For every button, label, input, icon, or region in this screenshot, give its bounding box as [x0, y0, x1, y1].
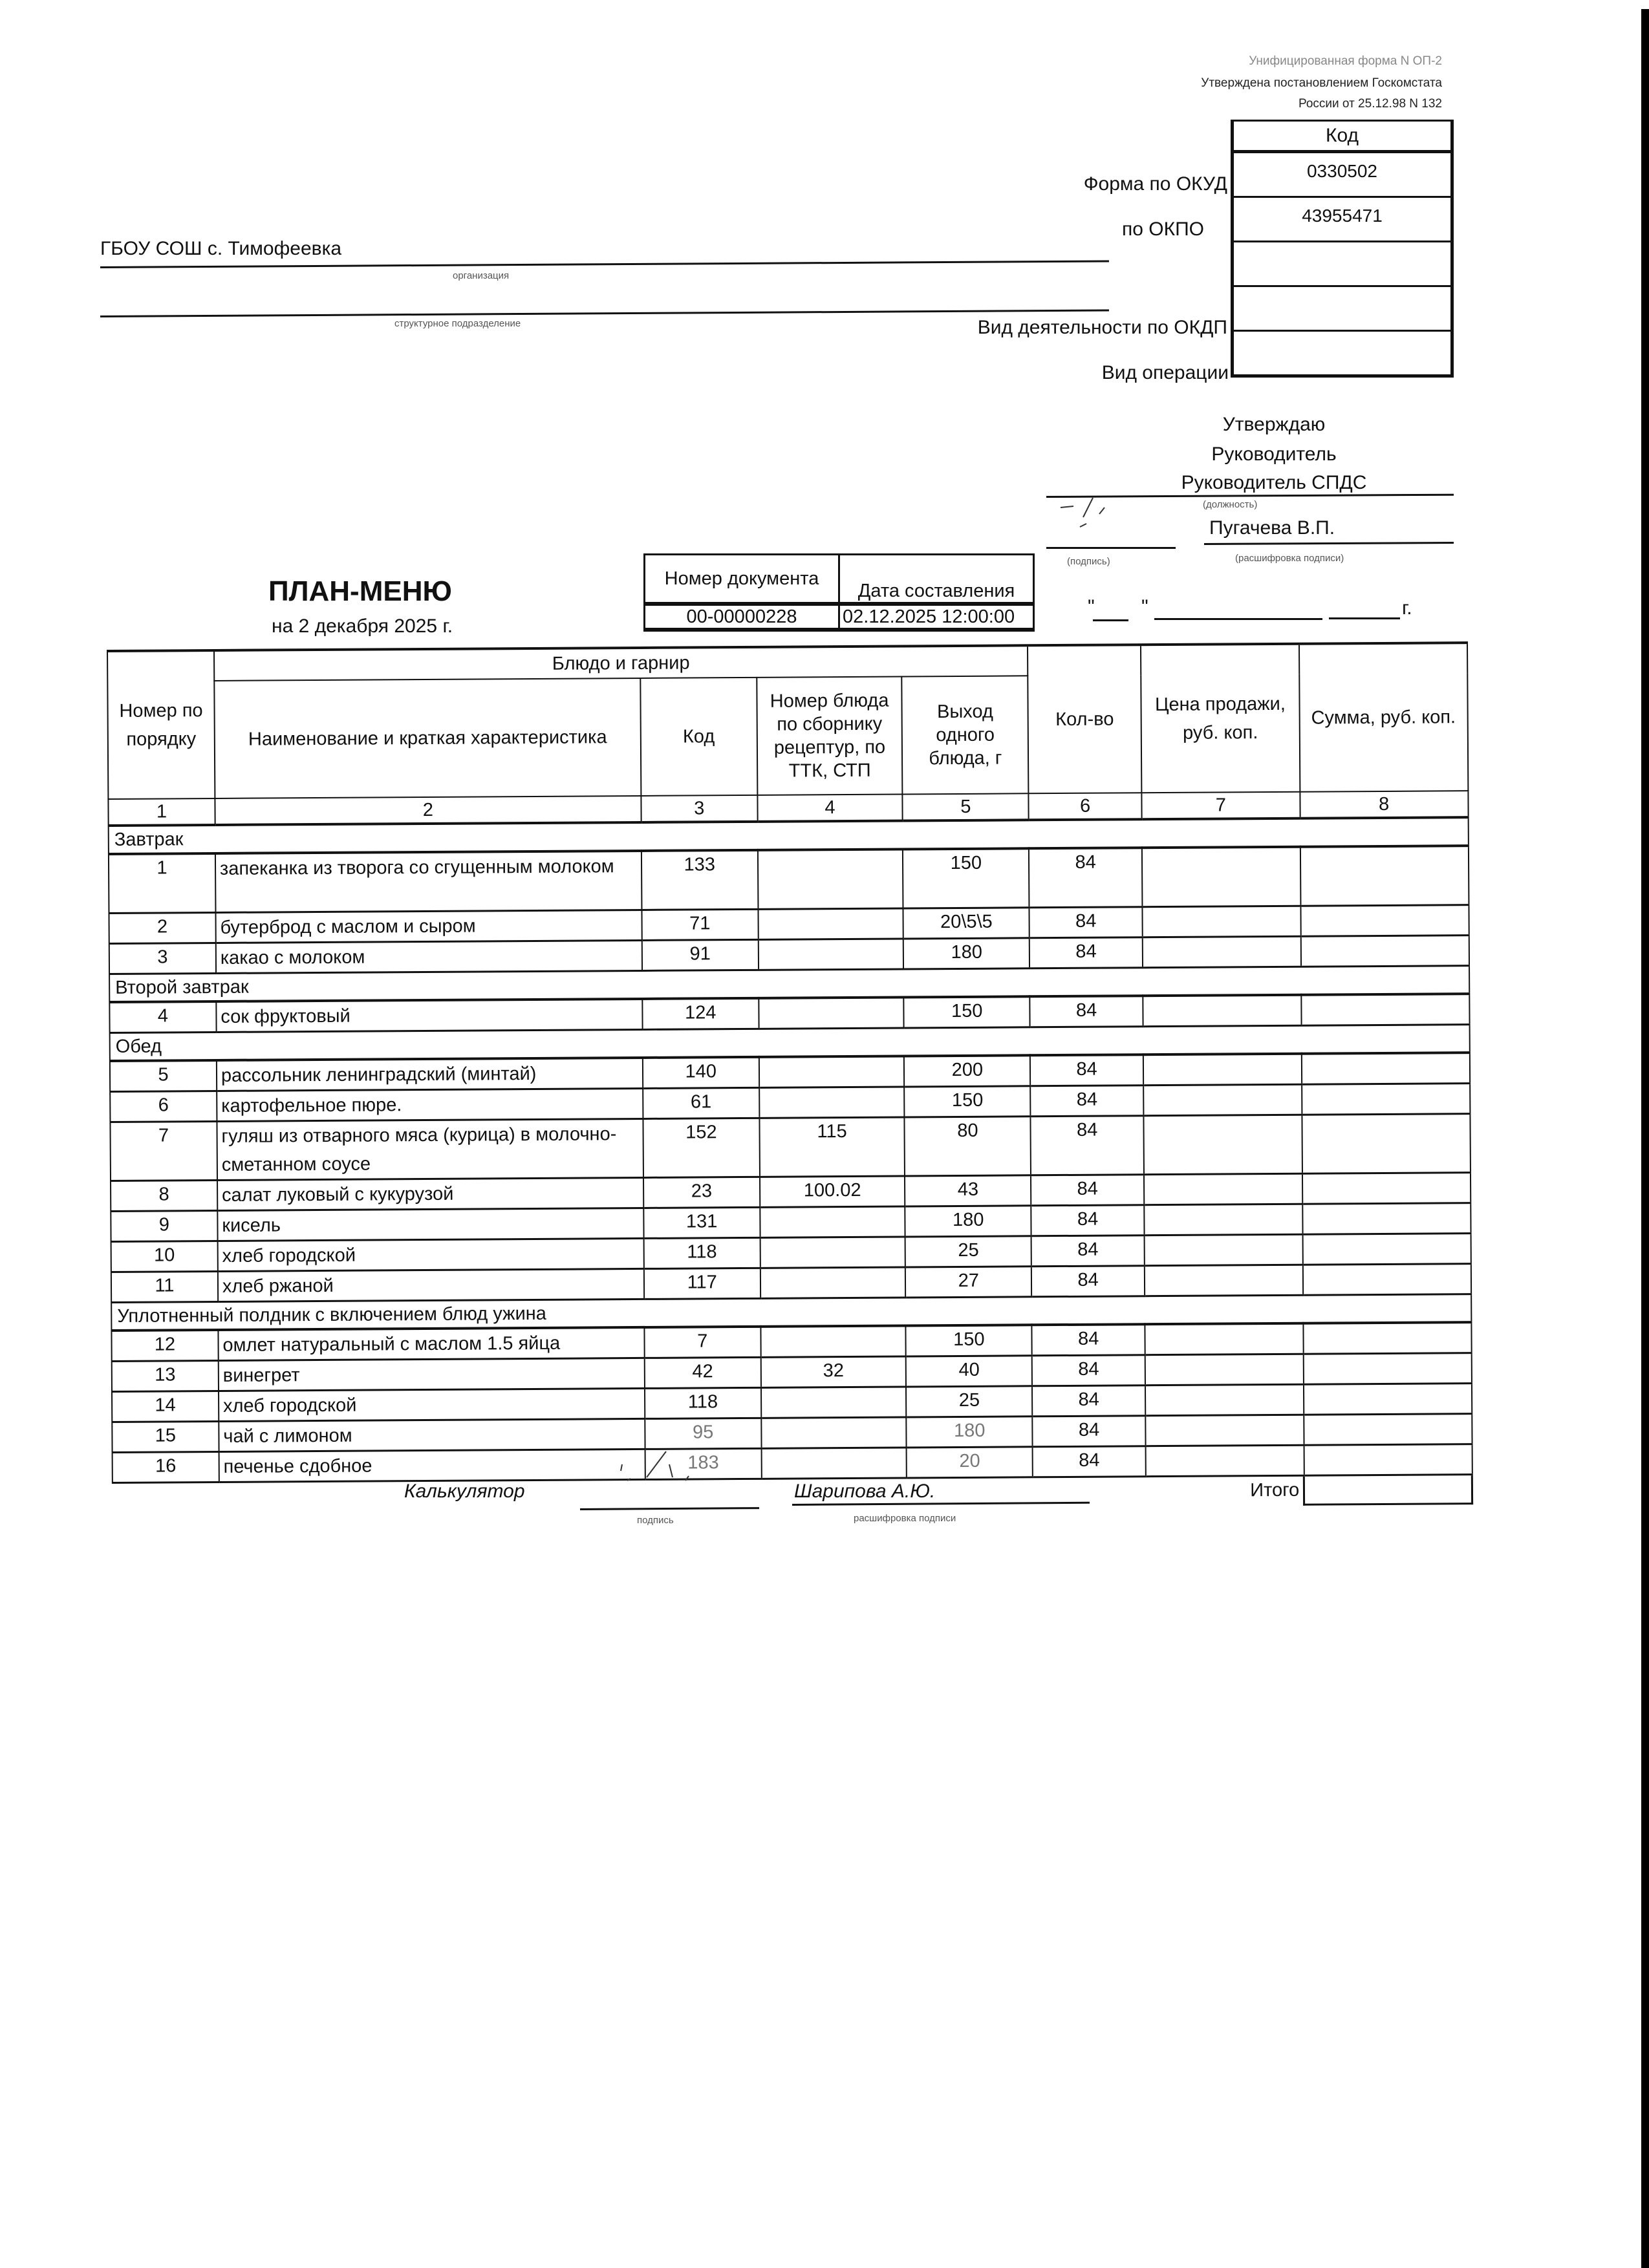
cell-name: бутерброд с маслом и сыром	[215, 910, 641, 943]
cell-yield: 180	[905, 1206, 1031, 1237]
form-decree-line: России от 25.12.98 N 132	[1299, 97, 1442, 111]
cell-yield: 25	[905, 1236, 1031, 1267]
cell-recipe	[759, 1087, 905, 1118]
header-name: Наименование и краткая характеристика	[214, 678, 641, 798]
cell-price	[1145, 1234, 1303, 1265]
cell-price	[1143, 936, 1301, 967]
header-num: Номер по порядку	[107, 650, 215, 799]
cell-name: картофельное пюре.	[217, 1088, 643, 1121]
cell-yield: 20	[907, 1447, 1033, 1478]
cell-sum	[1300, 846, 1469, 906]
cell-price	[1145, 1265, 1303, 1296]
cell-sum	[1300, 905, 1469, 937]
cell-qty: 84	[1030, 996, 1143, 1027]
menu-table-body	[109, 817, 1472, 1512]
form-type-line: Унифицированная форма N ОП-2	[1249, 54, 1442, 68]
doc-date-value: 02.12.2025 12:00:00	[839, 604, 1034, 630]
column-number: 5	[903, 793, 1029, 820]
date-close-quote: "	[1141, 596, 1148, 617]
cell-sum	[1304, 1444, 1472, 1476]
date-year-line	[1329, 617, 1400, 619]
cell-price	[1143, 1115, 1302, 1174]
cell-code: 183	[645, 1448, 761, 1479]
cell-yield: 150	[906, 1325, 1032, 1356]
cell-qty: 84	[1032, 1324, 1145, 1356]
cell-price	[1142, 847, 1300, 907]
cell-yield: 200	[904, 1055, 1030, 1087]
column-number: 2	[215, 796, 641, 825]
cell-code: 61	[643, 1087, 759, 1118]
header-qty: Кол-во	[1028, 645, 1141, 793]
cell-name: сок фруктовый	[216, 999, 642, 1032]
operation-type-value	[1234, 332, 1450, 374]
column-number: 1	[108, 798, 215, 826]
page-subtitle-date: на 2 декабря 2025 г.	[272, 615, 453, 637]
cell-code: 7	[644, 1327, 760, 1358]
cell-recipe: 100.02	[760, 1176, 905, 1207]
calculator-signature-icon	[608, 1445, 763, 1497]
cell-yield: 150	[903, 848, 1029, 908]
cell-recipe	[760, 1325, 906, 1357]
column-number: 4	[757, 794, 903, 821]
cell-recipe	[758, 849, 903, 909]
cell-num: 16	[113, 1451, 219, 1482]
cell-sum	[1302, 1053, 1470, 1084]
cell-price	[1143, 995, 1301, 1027]
cell-recipe	[758, 908, 903, 939]
cell-qty: 84	[1029, 937, 1143, 968]
codes-box	[1231, 120, 1454, 378]
cell-code: 117	[644, 1268, 760, 1299]
cell-name: хлеб городской	[219, 1388, 645, 1421]
cell-qty: 84	[1029, 848, 1142, 908]
cell-num: 7	[110, 1121, 217, 1181]
cell-yield: 80	[905, 1117, 1031, 1176]
approver-role: Руководитель	[1211, 444, 1337, 465]
cell-name: омлет натуральный с маслом 1.5 яйца	[218, 1327, 644, 1361]
header-code: Код	[640, 678, 757, 796]
cell-qty: 84	[1032, 1385, 1145, 1417]
cell-num: 1	[109, 853, 215, 914]
cell-qty: 84	[1030, 1054, 1143, 1086]
cell-sum	[1302, 1203, 1471, 1235]
cell-yield: 40	[906, 1356, 1032, 1387]
cell-name: чай с лимоном	[219, 1418, 645, 1451]
cell-yield: 43	[905, 1175, 1031, 1206]
cell-recipe	[761, 1448, 907, 1479]
cell-sum	[1302, 1234, 1471, 1265]
cell-recipe: 115	[759, 1117, 905, 1177]
cell-yield: 180	[903, 938, 1029, 969]
column-number: 3	[641, 795, 757, 822]
cell-yield: 150	[904, 996, 1030, 1028]
cell-price	[1146, 1445, 1304, 1476]
date-year-suffix: г.	[1402, 597, 1412, 619]
header-price: Цена продажи, руб. коп.	[1141, 644, 1300, 793]
cell-num: 6	[110, 1091, 217, 1122]
cell-sum	[1301, 936, 1469, 967]
cell-qty: 84	[1031, 1266, 1145, 1297]
table-row	[110, 1114, 1470, 1181]
cell-qty: 84	[1031, 1205, 1145, 1236]
cell-code: 118	[643, 1237, 760, 1268]
cell-name: какао с молоком	[216, 940, 642, 973]
cell-num: 15	[112, 1421, 219, 1452]
cell-yield: 25	[906, 1386, 1032, 1417]
calculator-signature-caption: подпись	[637, 1515, 674, 1526]
cell-qty: 84	[1030, 1086, 1143, 1117]
position-caption: (должность)	[1203, 499, 1258, 510]
cell-name: хлеб ржаной	[218, 1268, 644, 1301]
cell-price	[1143, 1084, 1302, 1115]
cell-num: 4	[109, 1001, 216, 1033]
header-sum: Сумма, руб. коп.	[1299, 643, 1468, 792]
cell-qty: 84	[1031, 1116, 1144, 1175]
okpo-value: 43955471	[1234, 198, 1450, 242]
column-number: 8	[1300, 791, 1468, 818]
section-title: Второй завтрак	[109, 966, 1469, 1002]
cell-code: 42	[645, 1357, 761, 1388]
cell-sum	[1303, 1264, 1471, 1296]
date-open-quote: "	[1088, 596, 1095, 617]
approver-name-caption: (расшифровка подписи)	[1235, 553, 1344, 564]
cell-qty: 84	[1033, 1416, 1146, 1447]
cell-price	[1144, 1173, 1302, 1204]
total-label: Итого	[1250, 1480, 1300, 1501]
cell-qty: 84	[1031, 1175, 1144, 1206]
cell-yield: 27	[905, 1267, 1031, 1298]
cell-price	[1142, 906, 1300, 937]
cell-qty: 84	[1029, 907, 1143, 938]
cell-recipe	[758, 939, 903, 970]
cell-num: 5	[110, 1060, 217, 1092]
calculator-signature-line	[580, 1507, 759, 1510]
page-title: ПЛАН-МЕНЮ	[268, 575, 452, 607]
cell-name: запеканка из творога со сгущенным молоком	[215, 851, 642, 913]
cell-recipe	[760, 1267, 906, 1298]
division-caption: структурное подразделение	[394, 318, 521, 329]
cell-num: 13	[112, 1360, 219, 1391]
approver-name-underline	[1204, 542, 1454, 545]
date-month-line	[1154, 618, 1322, 620]
cell-recipe	[759, 1056, 905, 1087]
cell-yield: 20\5\5	[903, 908, 1029, 939]
cell-num: 3	[109, 943, 216, 974]
cell-code: 91	[642, 939, 759, 970]
cell-price	[1144, 1204, 1302, 1235]
organization-underline	[100, 260, 1109, 268]
cell-recipe	[761, 1417, 907, 1448]
approver-signature-icon	[1054, 488, 1132, 533]
cell-qty: 84	[1031, 1236, 1145, 1267]
column-number: 7	[1141, 792, 1300, 819]
doc-number-header: Номер документа	[645, 555, 839, 604]
cell-code: 133	[641, 850, 758, 910]
menu-table	[107, 641, 1473, 1513]
doc-date-header: Дата составления	[839, 555, 1034, 604]
cell-sum	[1303, 1322, 1471, 1354]
cell-recipe: 32	[760, 1356, 906, 1387]
calculator-label: Калькулятор	[404, 1481, 525, 1502]
cell-price	[1145, 1415, 1304, 1446]
total-value	[1304, 1475, 1472, 1505]
cell-name: гуляш из отварного мяса (курица) в молочно-сметанном соусе	[217, 1118, 643, 1180]
cell-code: 152	[643, 1118, 759, 1177]
okdp-label: Вид деятельности по ОКДП	[977, 317, 1227, 338]
approve-label: Утверждаю	[1222, 414, 1326, 435]
codes-header: Код	[1234, 122, 1450, 153]
cell-code: 95	[645, 1418, 761, 1449]
column-number: 6	[1029, 793, 1142, 820]
table-row	[109, 846, 1469, 913]
cell-sum	[1303, 1353, 1471, 1385]
cell-code: 131	[643, 1207, 760, 1238]
cell-num: 12	[111, 1330, 218, 1362]
header-yield: Выход одного блюда, г	[902, 676, 1029, 794]
cell-name: рассольник ленинградский (минтай)	[217, 1058, 643, 1091]
cell-num: 9	[111, 1210, 217, 1241]
organization-caption: организация	[453, 270, 510, 281]
okud-value: 0330502	[1234, 153, 1450, 198]
cell-code: 140	[643, 1057, 759, 1089]
section-title: Уплотненный полдник с включением блюд ужина	[111, 1294, 1471, 1331]
cell-code: 23	[643, 1177, 760, 1208]
document-info-box	[643, 553, 1035, 632]
cell-code: 71	[641, 909, 758, 940]
cell-sum	[1301, 994, 1469, 1025]
cell-name: хлеб городской	[217, 1238, 643, 1271]
header-recipe: Номер блюда по сборнику рецептур, по ТТК, СТП	[757, 676, 903, 795]
cell-name: печенье сдобное	[219, 1449, 645, 1482]
cell-yield: 180	[907, 1417, 1033, 1448]
doc-number-value: 00-00000228	[645, 604, 839, 630]
cell-sum	[1304, 1414, 1472, 1446]
header-group-dish: Блюдо и гарнир	[214, 645, 1028, 681]
cell-recipe	[761, 1387, 907, 1418]
cell-qty: 84	[1033, 1446, 1146, 1477]
calculator-name-caption: расшифровка подписи	[854, 1513, 956, 1524]
cell-price	[1145, 1323, 1303, 1355]
form-approval-line: Утверждена постановлением Госкомстата	[1201, 76, 1442, 90]
cell-num: 2	[109, 912, 215, 943]
cell-qty: 84	[1032, 1355, 1145, 1386]
okpo-label: по ОКПО	[1122, 219, 1204, 240]
cell-num: 14	[112, 1391, 219, 1422]
cell-price	[1145, 1384, 1304, 1415]
cell-num: 8	[111, 1180, 217, 1211]
section-title: Обед	[110, 1025, 1470, 1061]
cell-name: винегрет	[219, 1358, 645, 1391]
cell-price	[1143, 1054, 1302, 1086]
cell-yield: 150	[905, 1086, 1031, 1117]
organization-name: ГБОУ СОШ с. Тимофеевка	[100, 238, 342, 259]
approver-signature-line	[1046, 547, 1176, 549]
approver-name: Пугачева В.П.	[1209, 517, 1335, 539]
cell-sum	[1304, 1384, 1472, 1415]
approver-position: Руководитель СПДС	[1181, 472, 1367, 493]
cell-sum	[1302, 1173, 1471, 1204]
cell-recipe	[760, 1237, 905, 1268]
cell-price	[1145, 1354, 1304, 1385]
approver-signature-caption: (подпись)	[1067, 556, 1110, 567]
cell-num: 10	[111, 1241, 218, 1272]
cell-code: 124	[642, 998, 759, 1030]
cell-recipe	[759, 997, 904, 1029]
cell-sum	[1302, 1084, 1470, 1115]
cell-num: 11	[111, 1271, 218, 1302]
cell-recipe	[760, 1206, 905, 1237]
cell-sum	[1302, 1114, 1470, 1174]
cell-code: 118	[645, 1387, 761, 1418]
okud-label: Форма по ОКУД	[1083, 173, 1227, 195]
okdp-value	[1234, 287, 1450, 332]
scan-edge-bar	[1641, 9, 1649, 2268]
operation-type-label: Вид операции	[1101, 362, 1229, 383]
section-title: Завтрак	[109, 817, 1469, 854]
cell-name: кисель	[217, 1208, 643, 1241]
code-empty-value	[1234, 242, 1450, 287]
cell-name: салат луковый с кукурузой	[217, 1177, 643, 1210]
calculator-name: Шарипова А.Ю.	[794, 1481, 936, 1502]
date-day-line	[1093, 619, 1128, 621]
